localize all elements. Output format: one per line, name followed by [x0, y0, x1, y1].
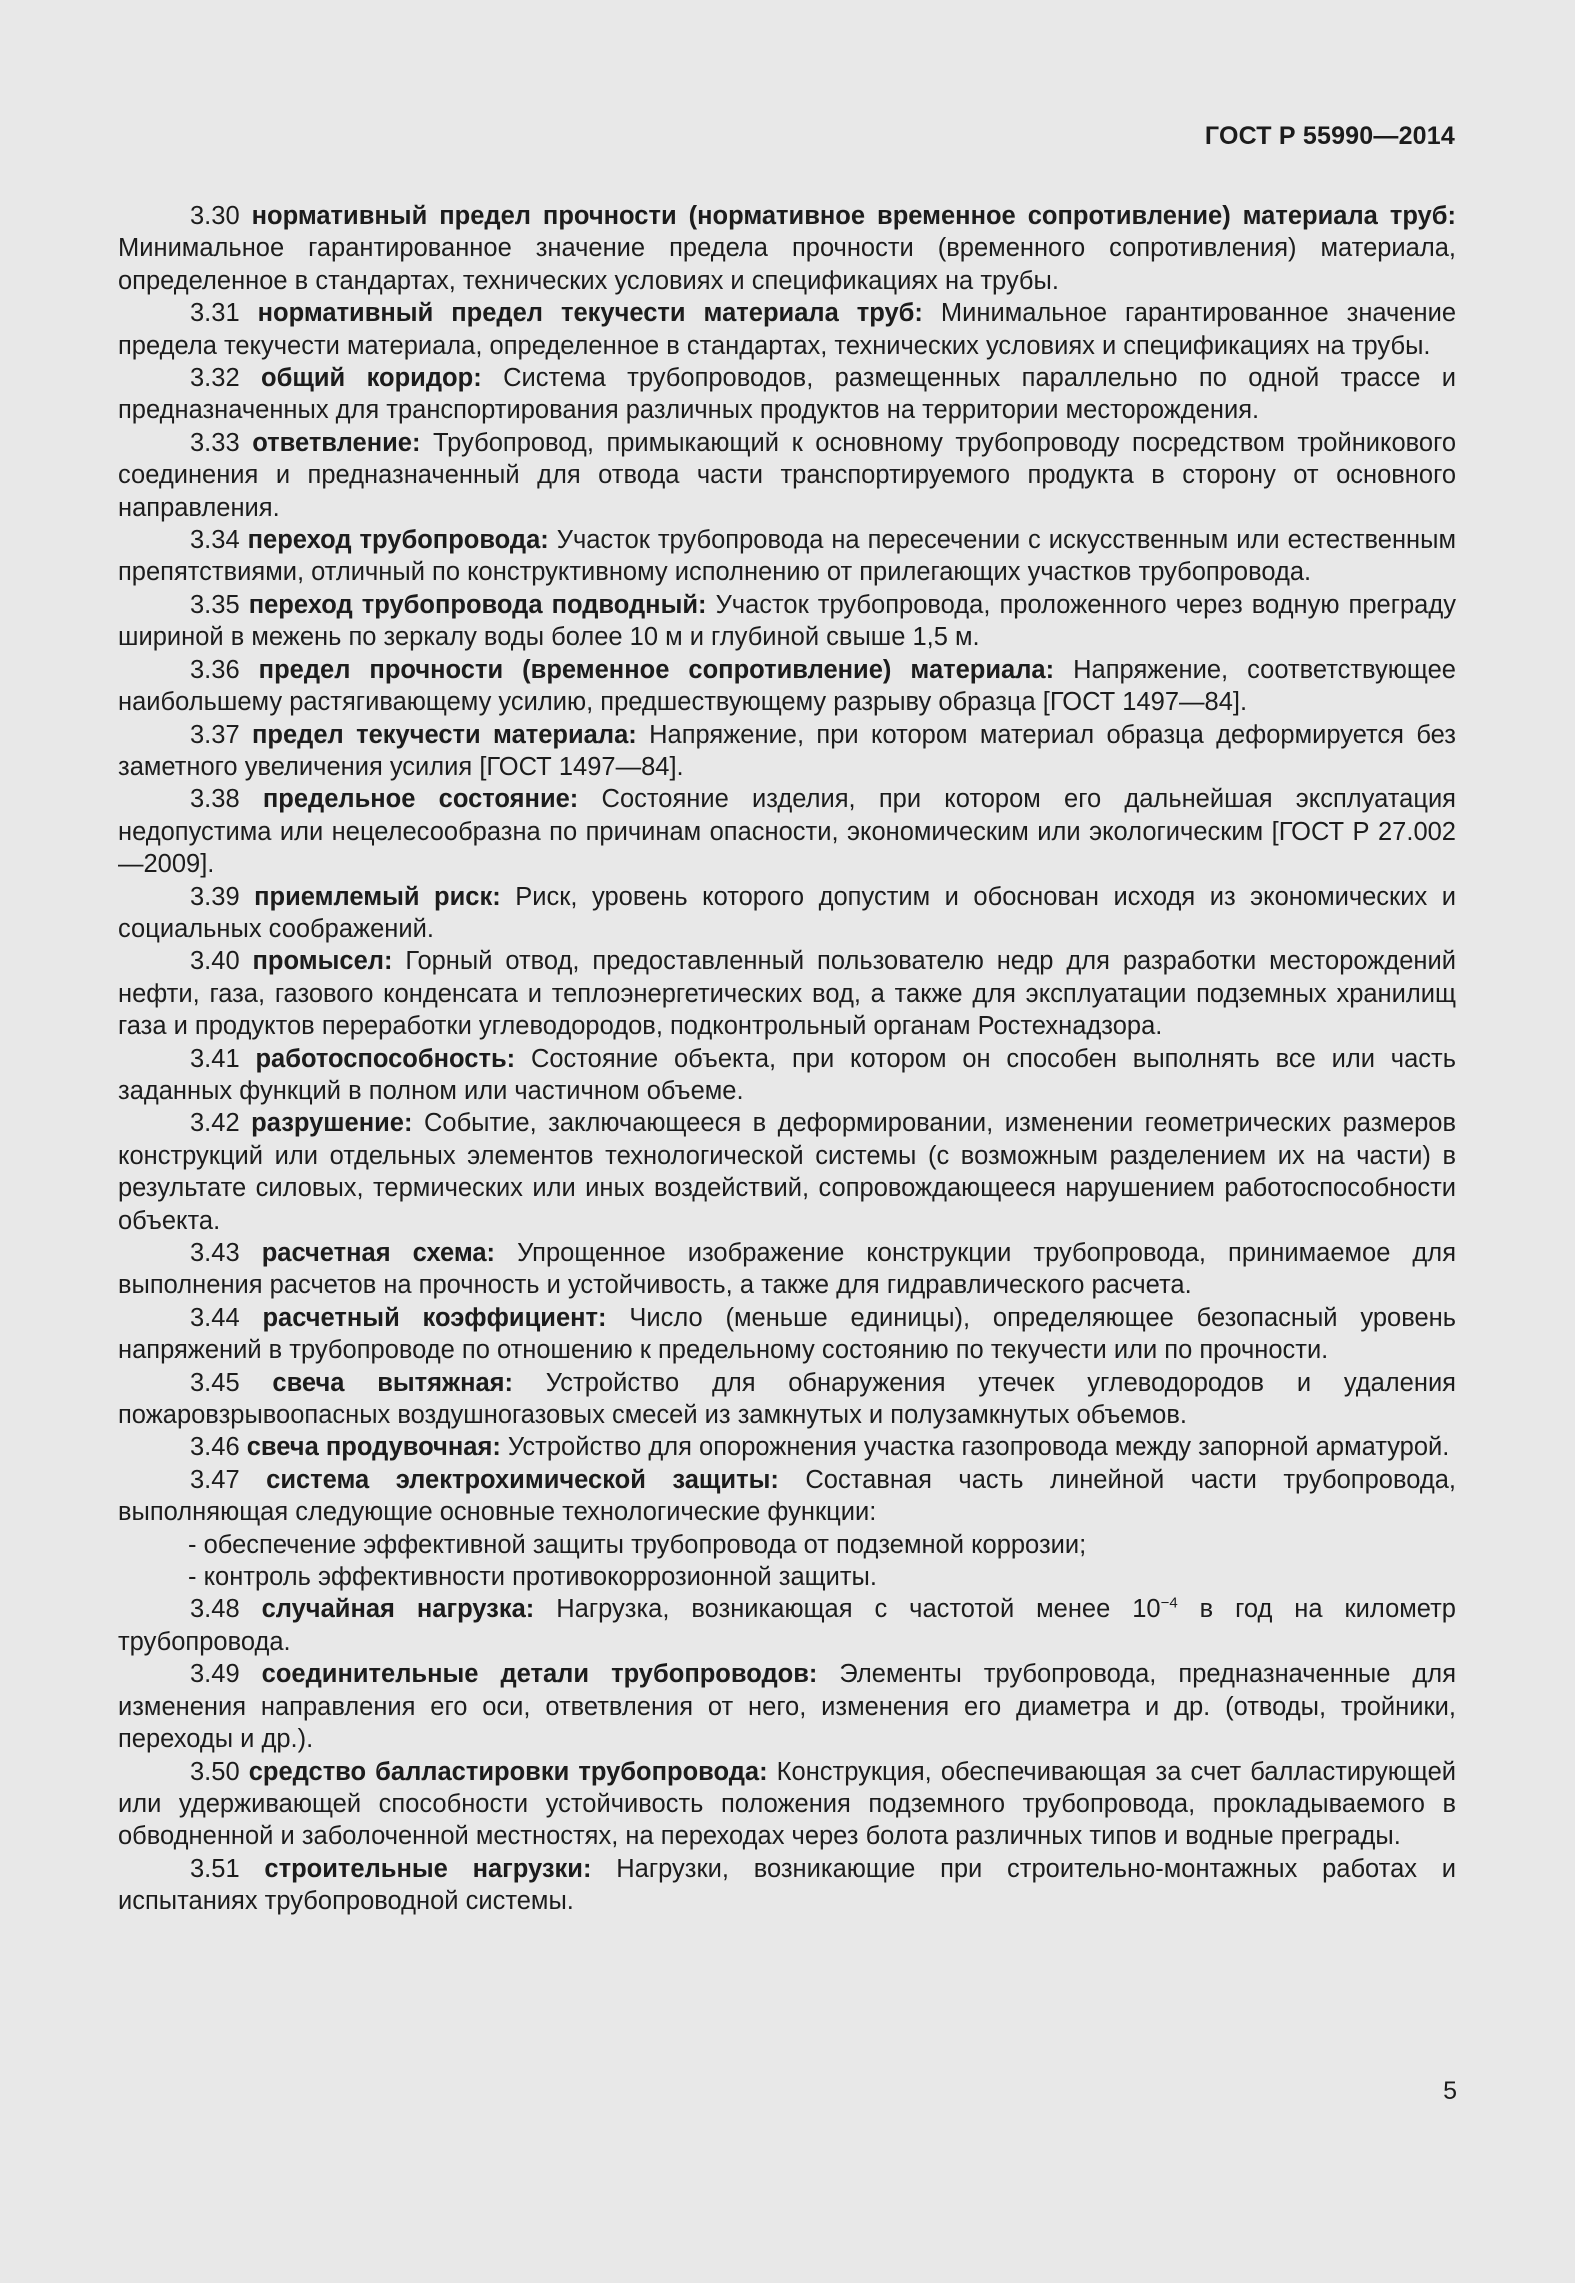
- entry-term: ответвление:: [252, 428, 421, 457]
- exponent: −4: [1160, 1594, 1178, 1612]
- entry-definition: Риск, уровень которого допустим и обоснован исходя из экономических и социальных соображений.: [118, 882, 1456, 943]
- entry-number: 3.44: [190, 1303, 240, 1332]
- document-body: [118, 200, 1456, 1918]
- entry-number: 3.39: [190, 882, 240, 911]
- entry-number: 3.45: [190, 1368, 240, 1397]
- entry-definition: Конструкция, обеспечивающая за счет балластирующей или удерживающей способности устойчивость положения подземного трубопровода, прокладываемого в обводненной и заболоченной местностях, на переходах через болота различных типов и водные преграды.: [118, 1757, 1457, 1851]
- entry-number: 3.46: [190, 1433, 240, 1462]
- definition-entry: [118, 427, 1456, 524]
- definition-entry: [118, 1043, 1456, 1108]
- entry-number: 3.50: [190, 1757, 240, 1786]
- entry-number: 3.51: [190, 1854, 240, 1883]
- definition-entry: [118, 200, 1456, 297]
- entry-number: 3.40: [190, 947, 240, 976]
- entry-term: случайная нагрузка:: [261, 1595, 535, 1624]
- entry-term: свеча продувочная:: [246, 1433, 501, 1462]
- entry-number: 3.37: [190, 720, 240, 749]
- entry-definition: Напряжение, при котором материал образца деформируется без заметного увеличения усилия [ГОСТ 1497—84].: [118, 720, 1456, 781]
- entry-number: 3.43: [190, 1239, 240, 1267]
- entry-term: общий коридор:: [261, 364, 482, 393]
- definition-entry: [118, 654, 1456, 719]
- definition-entry: [118, 783, 1456, 880]
- entry-definition: Устройство для обнаружения утечек углеводородов и удаления пожаровзрывоопасных воздушногазовых смесей из замкнутых и полузамкнутых объемов.: [118, 1368, 1456, 1430]
- definition-entry: [118, 1464, 1456, 1529]
- definition-entry: [118, 362, 1456, 427]
- entry-term: предельное состояние:: [262, 785, 579, 814]
- entry-term: приемлемый риск:: [254, 882, 501, 911]
- entry-definition: Число (меньше единицы), определяющее безопасный уровень напряжений в трубопроводе по отношению к предельному состоянию по текучести или по прочности.: [118, 1303, 1457, 1365]
- entry-number: 3.36: [190, 655, 240, 684]
- entry-definition: Напряжение, соответствующее наибольшему растягивающему усилию, предшествующему разрыву образца [ГОСТ 1497—84].: [118, 655, 1456, 717]
- entry-number: 3.42: [190, 1109, 240, 1138]
- entry-term: предел прочности (временное сопротивление) материала:: [258, 655, 1055, 684]
- entry-term: система электрохимической защиты:: [266, 1465, 779, 1494]
- entry-term: работоспособность:: [255, 1044, 516, 1073]
- entry-term: расчетный коэффициент:: [262, 1303, 607, 1332]
- entry-term: свеча вытяжная:: [272, 1368, 514, 1397]
- definition-entry: [118, 1658, 1456, 1755]
- entry-number: 3.33: [190, 428, 240, 457]
- entry-number: 3.34: [190, 526, 240, 555]
- entry-term: разрушение:: [251, 1109, 413, 1138]
- definition-entry: [118, 524, 1456, 589]
- definition-entry: [118, 1367, 1456, 1432]
- entry-definition: Упрощенное изображение конструкции трубопровода, принимаемое для выполнения расчетов на прочность и устойчивость, а также для гидравлического расчета.: [118, 1239, 1456, 1300]
- entry-number: 3.30: [190, 202, 240, 230]
- entry-term: переход трубопровода подводный:: [248, 590, 707, 619]
- definition-entry: [118, 1853, 1456, 1918]
- definition-entry: [118, 1237, 1456, 1302]
- entry-definition: Устройство для опорожнения участка газопровода между запорной арматурой.: [507, 1433, 1450, 1462]
- entry-definition: Нагрузка, возникающая с частотой менее 10: [556, 1595, 1161, 1624]
- entry-term: предел текучести материала:: [252, 720, 637, 749]
- entry-definition: Элементы трубопровода, предназначенные для изменения направления его оси, ответвления от него, изменения его диаметра и др. (отводы, тройники, переходы и др.).: [118, 1660, 1456, 1754]
- entry-definition: Трубопровод, примыкающий к основному трубопроводу посредством тройникового соединения и предназначенный для отвода части транспортируемого продукта в сторону от основного направления.: [118, 428, 1457, 522]
- entry-definition: Составная часть линейной части трубопровода, выполняющая следующие основные технологические функции:: [118, 1465, 1456, 1527]
- entry-term: переход трубопровода:: [247, 526, 549, 555]
- entry-term: нормативный предел прочности (нормативное временное сопротивление) материала труб:: [251, 202, 1456, 230]
- page-number: 5: [1443, 2077, 1457, 2105]
- definition-entry: [118, 1756, 1456, 1853]
- bullet-item: - контроль эффективности противокоррозионной защиты.: [188, 1563, 877, 1592]
- definition-entry: [118, 719, 1456, 784]
- entry-number: 3.38: [190, 785, 240, 814]
- definition-entry: [118, 945, 1456, 1042]
- entry-definition: Участок трубопровода на пересечении с искусственным или естественным препятствиями, отличный по конструктивному исполнению от прилегающих участков трубопровода.: [118, 526, 1456, 587]
- entry-definition: Минимальное гарантированное значение предела текучести материала, определенное в стандартах, технических условиях и спецификациях на трубы.: [118, 299, 1457, 360]
- entry-term: строительные нагрузки:: [264, 1854, 592, 1883]
- entry-term: промысел:: [252, 947, 393, 976]
- entry-term: нормативный предел текучести материала труб:: [257, 299, 923, 328]
- entry-number: 3.35: [190, 590, 240, 619]
- entry-number: 3.31: [190, 299, 240, 328]
- definition-entry: [118, 1593, 1456, 1658]
- definition-entry: [118, 1302, 1456, 1367]
- entry-definition: Состояние объекта, при котором он способен выполнять все или часть заданных функций в полном или частичном объеме.: [118, 1044, 1456, 1105]
- entry-definition: Горный отвод, предоставленный пользователю недр для разработки месторождений нефти, газа, газового конденсата и теплоэнергетических вод, а также для эксплуатации подземных хранилищ газа и продуктов переработки углеводородов, подконтрольный органам Ростехнадзора.: [118, 947, 1456, 1041]
- document-header: ГОСТ Р 55990—2014: [1204, 122, 1455, 150]
- entry-definition: Состояние изделия, при котором его дальнейшая эксплуатация недопустима или нецелесообразна по причинам опасности, экономическим или экологическим [ГОСТ Р 27.002—2009].: [118, 785, 1456, 879]
- entry-number: 3.32: [190, 364, 240, 393]
- entry-definition: Участок трубопровода, проложенного через водную преграду шириной в межень по зеркалу воды более 10 м и глубиной свыше 1,5 м.: [118, 590, 1456, 652]
- entry-number: 3.48: [190, 1595, 240, 1624]
- definition-entry: [118, 589, 1456, 654]
- entry-term: соединительные детали трубопроводов:: [261, 1660, 818, 1689]
- entry-term: расчетная схема:: [261, 1239, 496, 1267]
- bullet-item: - обеспечение эффективной защиты трубопровода от подземной коррозии;: [188, 1530, 1087, 1559]
- definition-entry: [118, 1107, 1456, 1237]
- entry-definition: Нагрузки, возникающие при строительно-монтажных работах и испытаниях трубопроводной системы.: [118, 1854, 1456, 1916]
- entry-number: 3.47: [190, 1465, 240, 1494]
- entry-definition: Минимальное гарантированное значение предела прочности (временного сопротивления) материала, определенное в стандартах, технических условиях и спецификациях на трубы.: [118, 234, 1456, 295]
- entry-term: средство балластировки трубопровода:: [248, 1757, 768, 1786]
- entry-number: 3.41: [190, 1044, 240, 1073]
- definition-entry: [118, 881, 1456, 946]
- entry-definition: Система трубопроводов, размещенных параллельно по одной трассе и предназначенных для транспортирования различных продуктов на территории месторождения.: [118, 364, 1457, 425]
- entry-definition-continued: в год на километр трубопровода.: [118, 1595, 1456, 1656]
- definition-entry: [118, 1431, 1456, 1463]
- definition-entry: [118, 297, 1456, 362]
- entry-number: 3.49: [190, 1660, 240, 1689]
- entry-definition: Событие, заключающееся в деформировании, изменении геометрических размеров конструкций или отдельных элементов технологической системы (с возможным разделением их на части) в результате силовых, термических или иных воздействий, сопровождающееся нарушением работоспособности объекта.: [118, 1109, 1456, 1235]
